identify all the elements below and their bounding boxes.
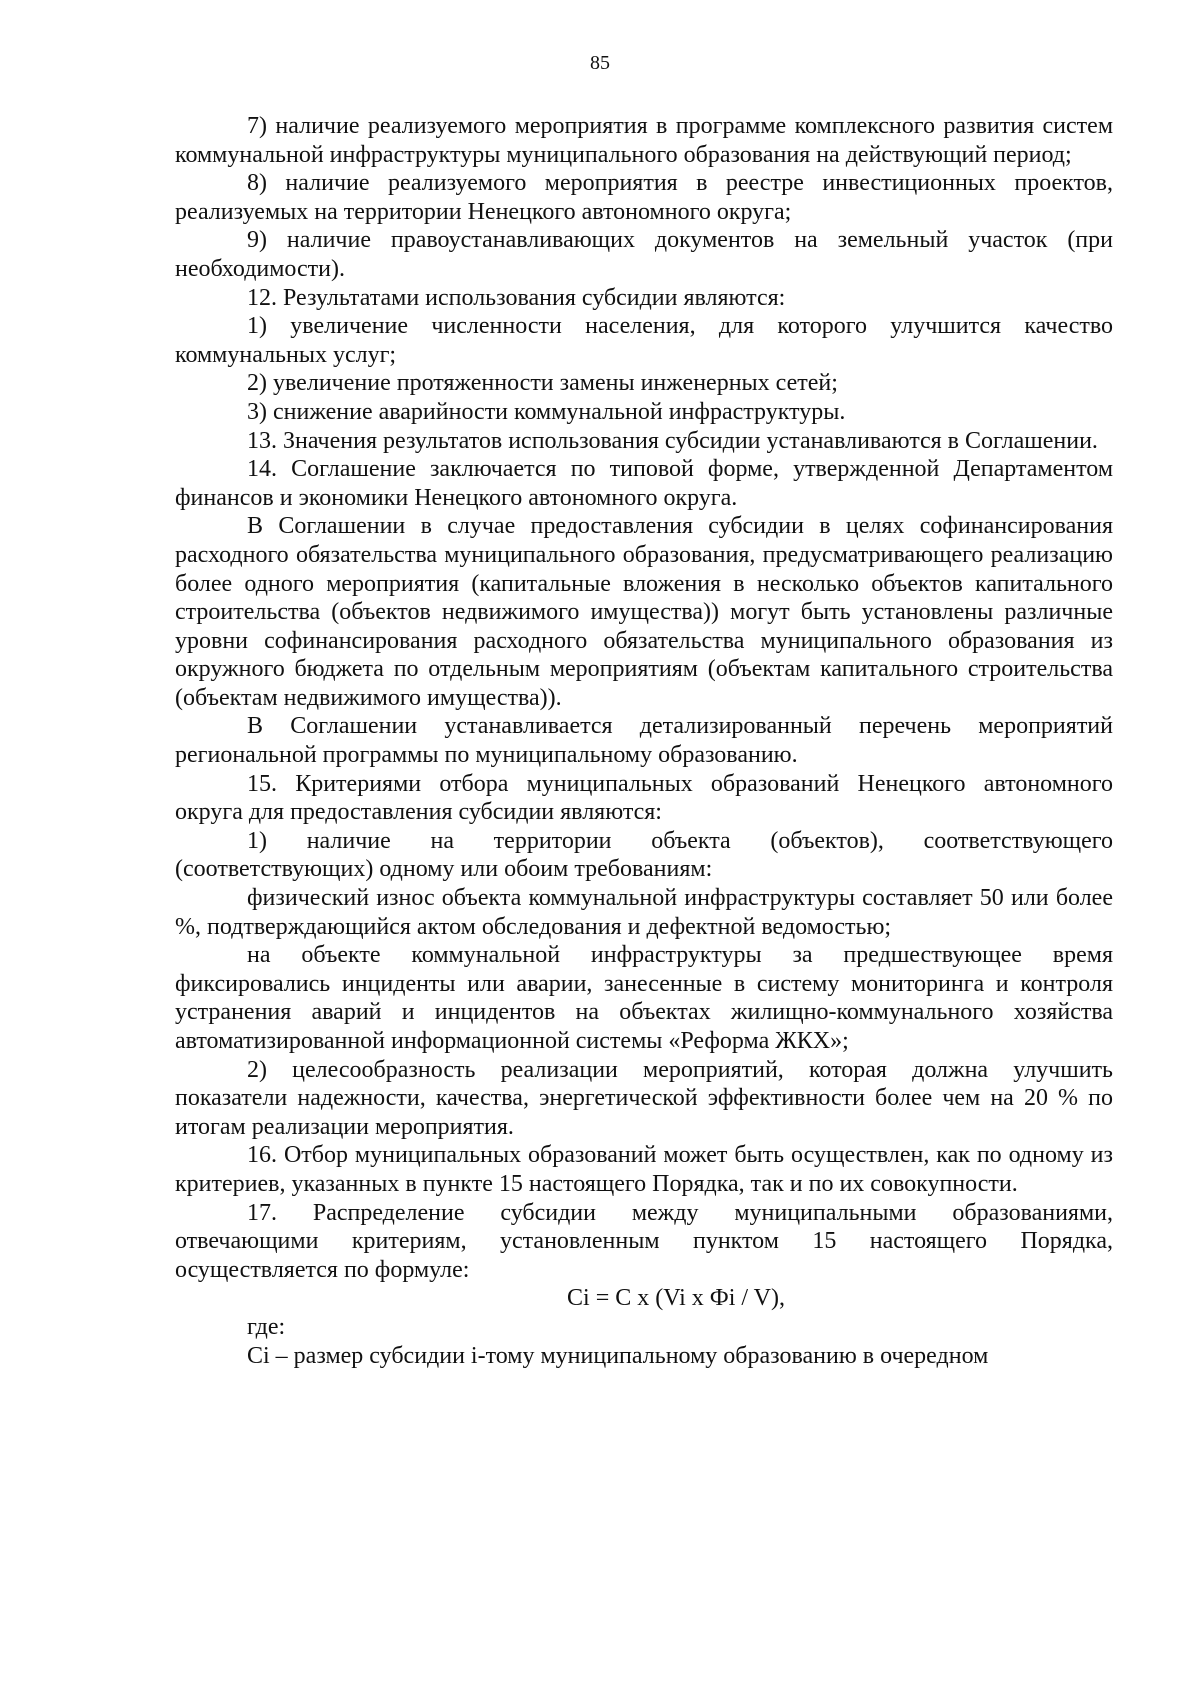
page-number: 85 <box>590 52 610 74</box>
paragraph: на объекте коммунальной инфраструктуры за предшествующее время фиксировались инциденты или аварии, занесенные в систему мониторинга и контроля устранения аварий и инцидентов на объектах жилищно-коммунального хозяйства автоматизированной информационной системы «Реформа ЖКХ»; <box>175 942 1113 1054</box>
paragraph: В Соглашении в случае предоставления субсидии в целях софинансирования расходного обязательства муниципального образования, предусматривающего реализацию более одного мероприятия (капитальные вложения в несколько объектов капитального строительства (объектов недвижимого имущества)) могут быть установлены различные уровни софинансирования расходного обязательства муниципального образования из окружного бюджета по отдельным мероприятиям (объектам капитального строительства (объектам недвижимого имущества)). <box>175 513 1113 711</box>
document-body <box>175 112 1113 1370</box>
formula: Ci = C x (Vi x Фi / V), <box>567 1285 785 1312</box>
paragraph: 2) целесообразность реализации мероприятий, которая должна улучшить показатели надежности, качества, энергетической эффективности более чем на 20 % по итогам реализации мероприятия. <box>175 1056 1113 1140</box>
paragraph: В Соглашении устанавливается детализированный перечень мероприятий региональной программы по муниципальному образованию. <box>175 713 1113 769</box>
where-label: где: <box>247 1313 286 1340</box>
paragraph: Ci – размер субсидии i-тому муниципальному образованию в очередном <box>247 1342 989 1369</box>
paragraph: 12. Результатами использования субсидии являются: <box>247 284 786 311</box>
paragraph: 2) увеличение протяженности замены инженерных сетей; <box>247 370 838 397</box>
paragraph: 16. Отбор муниципальных образований может быть осуществлен, как по одному из критериев, указанных в пункте 15 настоящего Порядка, так и по их совокупности. <box>175 1142 1113 1197</box>
paragraph: 15. Критериями отбора муниципальных образований Ненецкого автономного округа для предоставления субсидии являются: <box>175 770 1113 826</box>
paragraph: 1) наличие на территории объекта (объектов), соответствующего (соответствующих) одному или обоим требованиям: <box>175 827 1113 883</box>
paragraph: 9) наличие правоустанавливающих документов на земельный участок (при необходимости). <box>175 227 1113 282</box>
paragraph: 7) наличие реализуемого мероприятия в программе комплексного развития систем коммунальной инфраструктуры муниципального образования на действующий период; <box>175 113 1113 168</box>
paragraph: 8) наличие реализуемого мероприятия в реестре инвестиционных проектов, реализуемых на территории Ненецкого автономного округа; <box>175 170 1113 225</box>
paragraph: 17. Распределение субсидии между муниципальными образованиями, отвечающими критериям, установленным пунктом 15 настоящего Порядка, осуществляется по формуле: <box>175 1199 1113 1283</box>
paragraph: 1) увеличение численности населения, для которого улучшится качество коммунальных услуг; <box>175 313 1113 368</box>
paragraph: физический износ объекта коммунальной инфраструктуры составляет 50 или более %, подтверждающийся актом обследования и дефектной ведомостью; <box>175 885 1113 940</box>
paragraph: 14. Соглашение заключается по типовой форме, утвержденной Департаментом финансов и экономики Ненецкого автономного округа. <box>175 456 1113 511</box>
paragraph: 13. Значения результатов использования субсидии устанавливаются в Соглашении. <box>247 427 1098 454</box>
paragraph: 3) снижение аварийности коммунальной инфраструктуры. <box>247 398 846 425</box>
